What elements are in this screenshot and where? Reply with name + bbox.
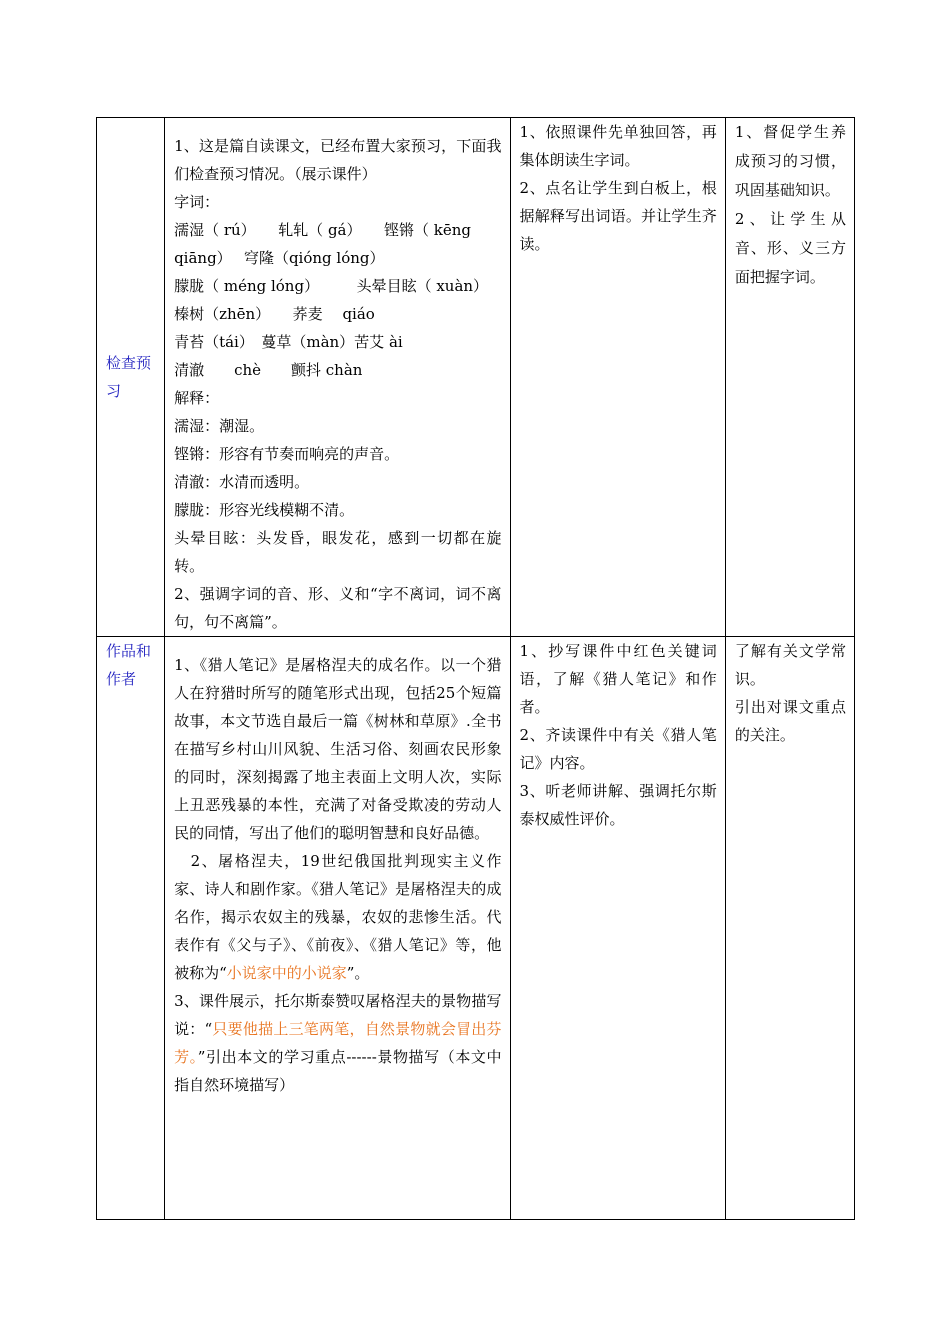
explain-title: 解释： [174, 389, 220, 407]
purpose-item: 2、让学生从音、形、义三方面把握字词。 [734, 210, 846, 286]
purpose-item: 了解有关文学常识。 [734, 642, 846, 688]
teacher-activity-cell [165, 118, 510, 637]
word-line: 青苔（tái） 蔓草（màn）苦艾 ài [174, 333, 403, 351]
paragraph-text: 2、屠格涅夫，19世纪俄国批判现实主义作家、诗人和剧作家。《猎人笔记》是屠格涅夫的成名作，揭示农奴主的残暴，农奴的悲惨生活。代表作有《父与子》、《前夜》、《猎人笔记》等，他被称为“ [174, 852, 502, 982]
student-activity-item: 2、齐读课件中有关《猎人笔记》内容。 [519, 726, 717, 772]
explanation-line: 头晕目眩：头发昏，眼发花，感到一切都在旋转。 [174, 529, 502, 575]
highlight-text: 小说家中的小说家 [226, 964, 347, 982]
row-label: 作品和作者 [106, 642, 152, 688]
word-line: 朦胧（ méng lóng） 头晕目眩（ xuàn） [174, 277, 489, 295]
table-row [97, 118, 855, 637]
lesson-plan-table [96, 117, 855, 1220]
teacher-activity-cell [165, 637, 510, 1220]
paragraph-text: ”引出本文的学习重点------景物描写（本文中指自然环境描写） [174, 1048, 502, 1094]
words-title: 字词： [174, 193, 220, 211]
explanation-line: 濡湿：潮湿。 [174, 417, 265, 435]
paragraph-text: 3、课件展示，托尔斯泰赞叹屠格涅夫的景物描写说：“ [174, 992, 502, 1038]
author-paragraph-3 [174, 987, 501, 1099]
student-activity-item: 1、依照课件先单独回答，再集体朗读生字词。 [519, 123, 717, 169]
highlight-text: 只要他描上三笔两笔，自然景物就会冒出芬芳。 [174, 1020, 502, 1066]
intro-text: 1、这是篇自读课文，已经布置大家预习，下面我们检查预习情况。（展示课件） [174, 137, 502, 183]
explanation-line: 清澈：水清而透明。 [174, 473, 310, 491]
row-label: 检查预习 [106, 354, 152, 400]
student-activity-cell [510, 118, 725, 637]
word-line: 濡湿（ rú） 轧轧（ gá） 铿锵（ kēng qiāng） 穹隆（qióng lóng） [174, 221, 471, 267]
author-paragraph-1: 1、《猎人笔记》是屠格涅夫的成名作。以一个猎人在狩猎时所写的随笔形式出现，包括25个短篇故事，本文节选自最后一篇《树林和草原》.全书在描写乡村山川风貌、生活习俗、刻画农民形象的同时，深刻揭露了地主表面上文明人次，实际上丑恶残暴的本性，充满了对备受欺凌的劳动人民的同情，写出了他们的聪明智慧和良好品德。 [174, 656, 502, 842]
row-label-cell [97, 118, 165, 637]
student-activity-item: 3、听老师讲解、强调托尔斯泰权威性评价。 [519, 782, 717, 828]
author-paragraph-2 [174, 847, 501, 987]
purpose-item: 引出对课文重点的关注。 [734, 698, 846, 744]
word-line: 清澈 chè 颤抖 chàn [174, 361, 363, 379]
student-activity-cell [510, 637, 725, 1220]
student-activity-item: 2、点名让学生到白板上，根据解释写出词语。并让学生齐读。 [519, 179, 717, 253]
word-line: 榛树（zhēn） 荞麦 qiáo [174, 305, 375, 323]
point-2-text: 2、强调字词的音、形、义和“字不离词，词不离句，句不离篇”。 [174, 585, 502, 631]
purpose-item: 1、督促学生养成预习的习惯，巩固基础知识。 [734, 123, 846, 199]
table-row [97, 637, 855, 1220]
explanation-line: 朦胧：形容光线模糊不清。 [174, 501, 355, 519]
row-label-cell [97, 637, 165, 1220]
student-activity-item: 1、抄写课件中红色关键词语，了解《猎人笔记》和作者。 [519, 642, 717, 716]
purpose-cell [725, 118, 854, 637]
purpose-cell [725, 637, 854, 1220]
explanation-line: 铿锵：形容有节奏而响亮的声音。 [174, 445, 400, 463]
paragraph-text: ”。 [346, 964, 370, 982]
